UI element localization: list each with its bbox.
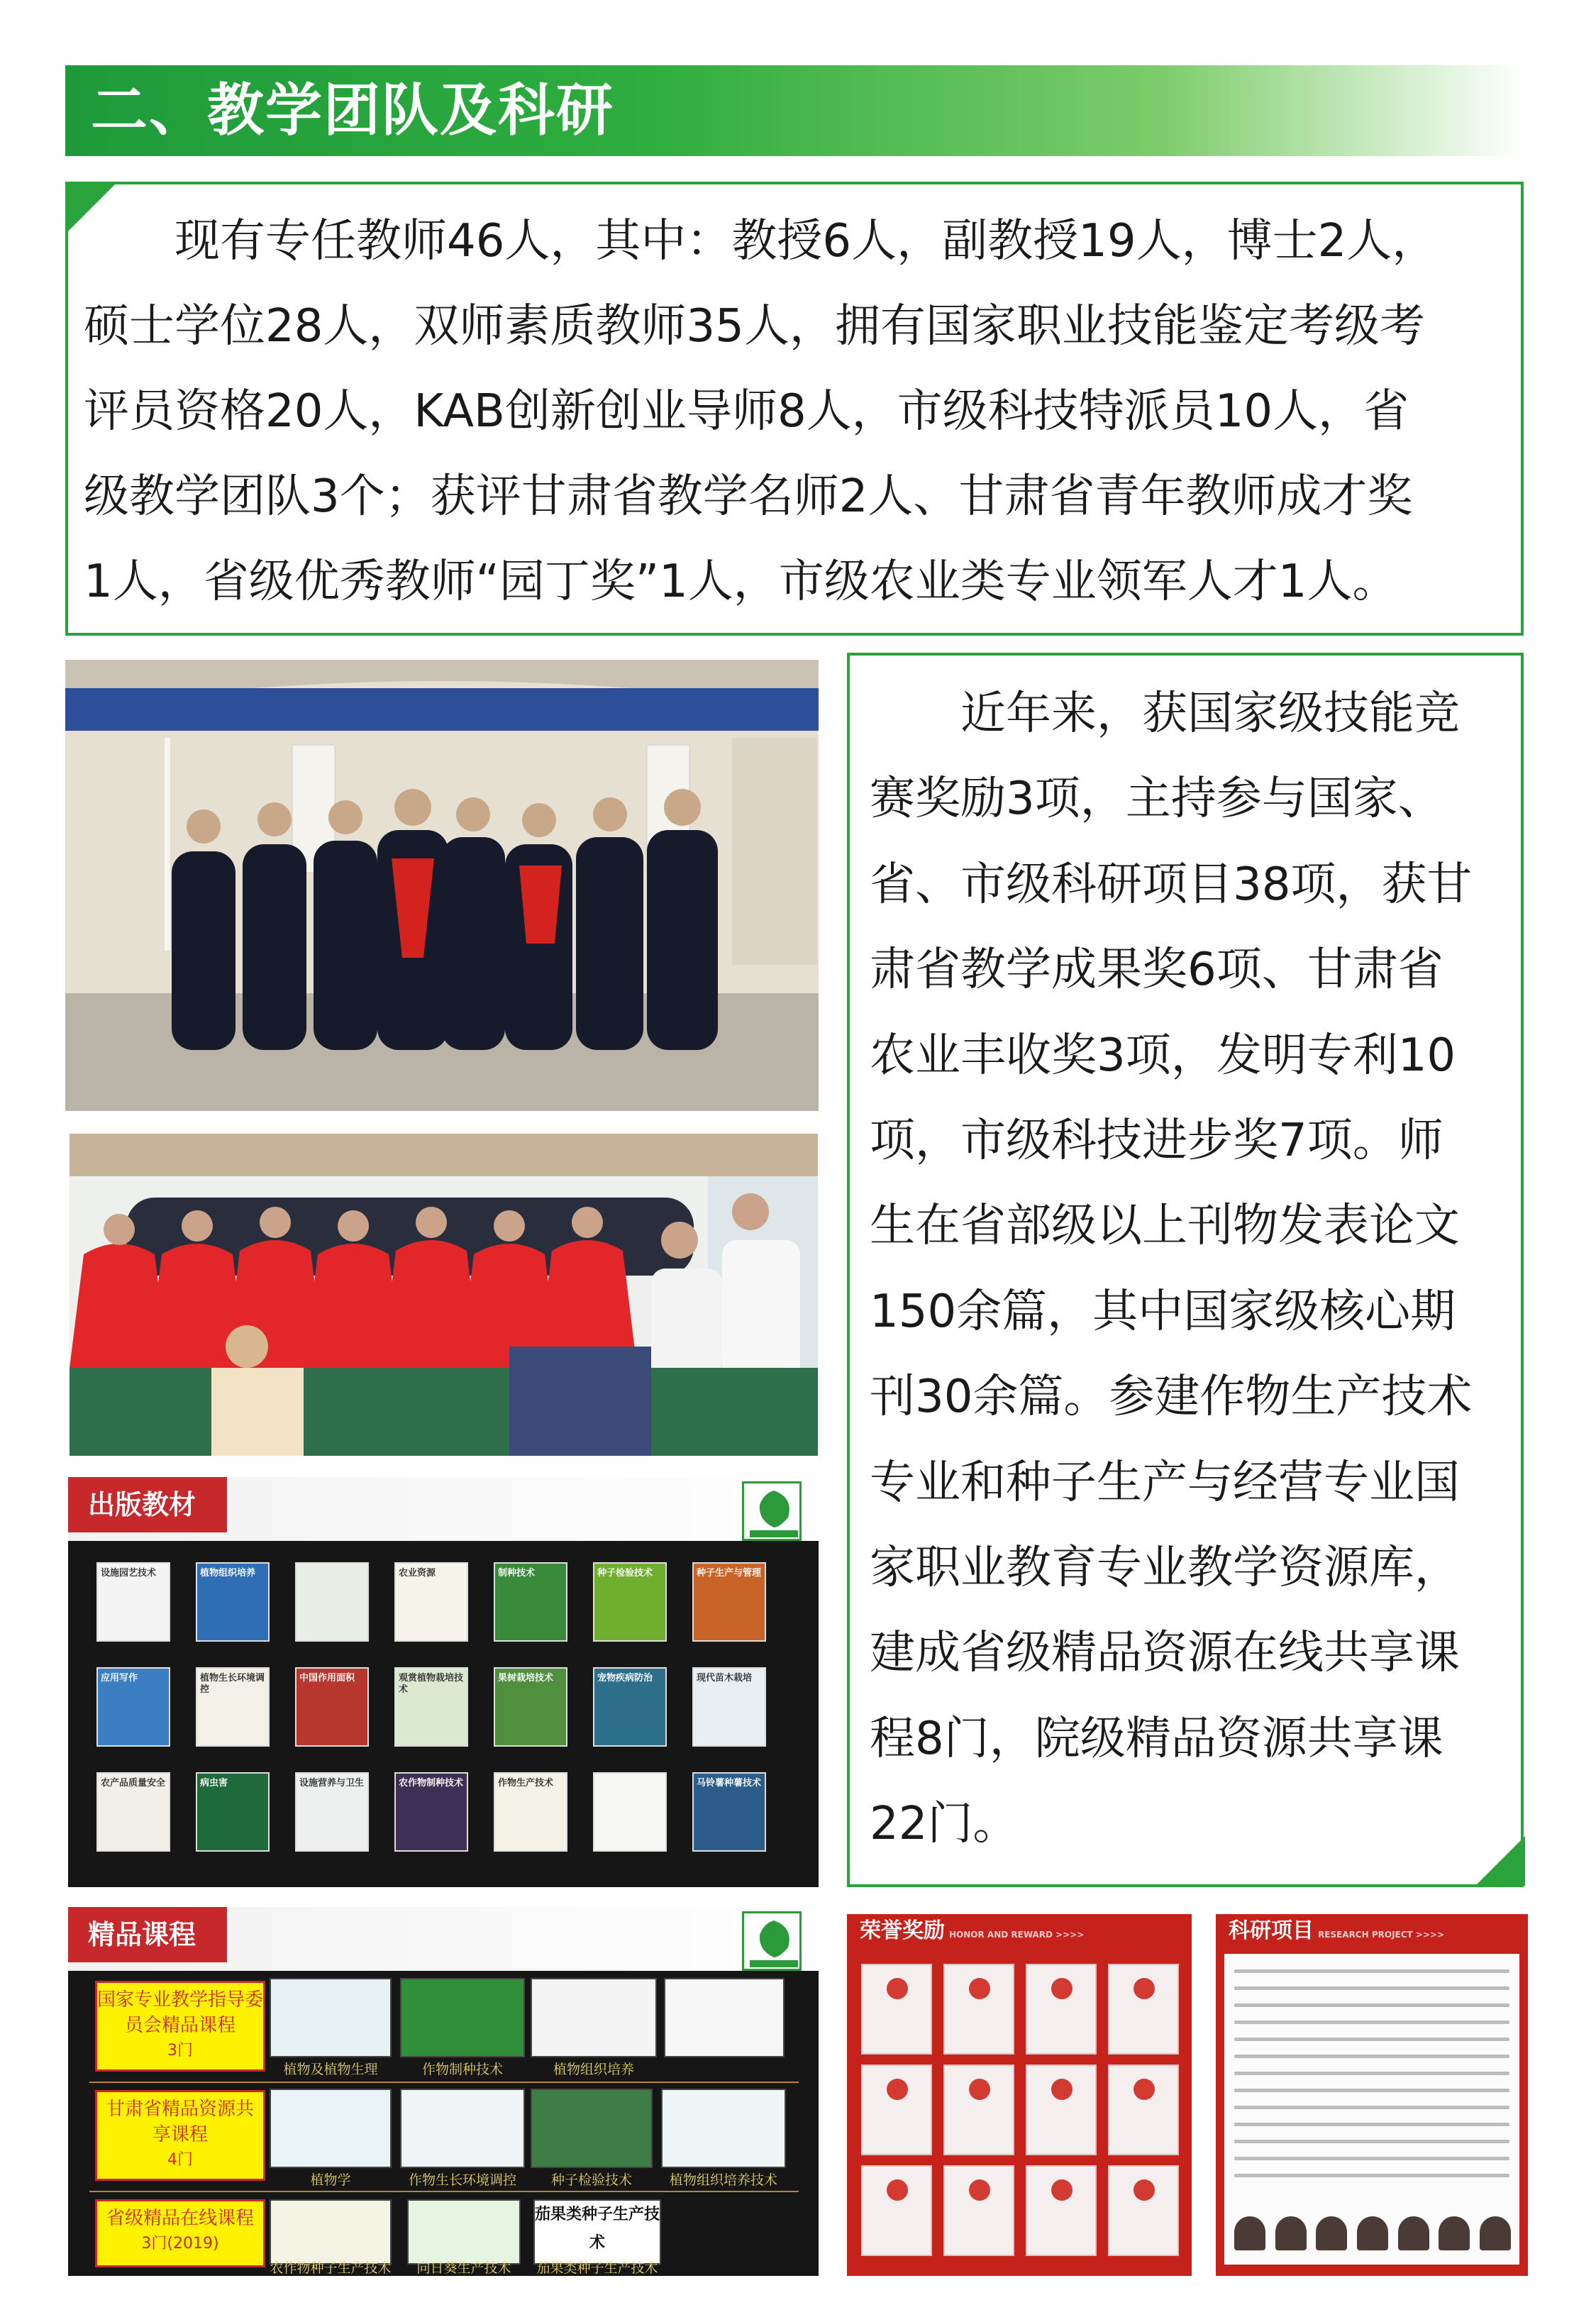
book-cover <box>394 1772 468 1852</box>
certificate <box>943 2165 1014 2256</box>
book-cover <box>494 1772 567 1852</box>
book-title <box>297 1564 367 1595</box>
course-thumb <box>531 1978 657 2057</box>
honor-board-header <box>847 1914 1084 1948</box>
book-cover <box>196 1562 270 1642</box>
faculty-group-photo <box>65 660 819 1111</box>
course-label: 种子检验技术 <box>550 2172 632 2188</box>
intro-line: 现有专任教师46人，其中：教授6人，副教授19人，博士2人， <box>84 215 1438 267</box>
book-title: 现代苗木栽培 <box>697 1673 753 1684</box>
avatar <box>1439 2216 1470 2250</box>
book-cover <box>593 1772 667 1852</box>
certificate <box>943 2064 1014 2155</box>
research-line: 近年来，获国家级技能竞 <box>870 687 1460 740</box>
leaf-logo-icon <box>744 1913 804 1973</box>
book-cover <box>494 1667 567 1747</box>
course-category-province <box>95 2090 265 2181</box>
seal-icon <box>1051 2179 1073 2201</box>
category-count: 3门 <box>167 2042 193 2060</box>
research-board-subtitle: RESEARCH PROJECT >>>> <box>1318 1930 1445 1940</box>
book-title: 作物生产技术 <box>498 1778 554 1789</box>
course-label: 作物生长环境调控 <box>408 2172 516 2188</box>
research-board-title: 科研项目 <box>1229 1918 1314 1943</box>
research-line: 省、市级科研项目38项，获甘 <box>870 858 1473 911</box>
seal-icon <box>969 2179 990 2201</box>
certificate <box>861 2165 932 2256</box>
book-cover <box>494 1562 567 1642</box>
honor-board-title: 荣誉奖励 <box>860 1918 945 1943</box>
row-divider <box>89 2191 799 2192</box>
book-title: 农作物制种技术 <box>399 1778 464 1789</box>
course-label: 向日葵生产技术 <box>416 2260 511 2276</box>
book-cover <box>692 1562 766 1642</box>
book-title: 种子生产与管理 <box>697 1568 762 1579</box>
book-title: 病虫害 <box>200 1778 228 1789</box>
book-cover <box>593 1667 667 1747</box>
research-line: 150余篇，其中国家级核心期 <box>870 1285 1456 1338</box>
research-line: 程8门，院级精品资源共享课 <box>870 1712 1443 1765</box>
certificate <box>1026 2064 1097 2155</box>
project-list-panel <box>1224 1954 1519 2265</box>
certificate <box>1026 2165 1097 2256</box>
row-divider <box>89 2082 799 2083</box>
course-label: 茄果类种子生产技术 <box>536 2260 658 2276</box>
seal-icon <box>969 1978 990 1999</box>
avatar <box>1480 2216 1511 2250</box>
textbooks-panel <box>68 1477 819 1887</box>
course-label: 植物及植物生理 <box>283 2062 378 2077</box>
course-thumb <box>407 2199 521 2265</box>
category-count: 4门 <box>167 2151 193 2169</box>
honor-board-photo <box>847 1914 1192 2276</box>
research-line: 生在省部级以上刊物发表论文 <box>870 1200 1460 1253</box>
seal-icon <box>1051 2079 1073 2100</box>
course-thumb <box>270 1978 392 2057</box>
intro-line: 评员资格20人，KAB创新创业导师8人，市级科技特派员10人，省 <box>84 385 1409 438</box>
college-logo <box>742 1481 802 1541</box>
honor-board-subtitle: HONOR AND REWARD >>>> <box>949 1930 1085 1940</box>
certificate <box>943 1964 1014 2055</box>
book-title: 种子检验技术 <box>597 1568 653 1579</box>
book-title: 设施园艺技术 <box>101 1568 157 1579</box>
book-cover <box>295 1562 369 1642</box>
research-line: 专业和种子生产与经营专业国 <box>870 1456 1460 1509</box>
book-title: 果树栽培技术 <box>498 1673 554 1684</box>
research-board-header <box>1216 1914 1444 1948</box>
course-label: 农作物种子生产技术 <box>270 2260 392 2276</box>
category-line: 省级精品在线课程 <box>106 2208 254 2229</box>
book-cover <box>593 1562 667 1642</box>
course-thumb <box>531 2089 653 2168</box>
courses-tag: 精品课程 <box>68 1907 227 1962</box>
book-cover <box>196 1772 270 1852</box>
seal-icon <box>887 1978 908 1999</box>
intro-line: 级教学团队3个；获评甘肃省教学名师2人、甘肃省青年教师成才奖 <box>84 470 1413 523</box>
research-line: 赛奖励3项，主持参与国家、 <box>870 773 1443 826</box>
researcher-avatars <box>1234 2216 1511 2259</box>
book-title: 农业资源 <box>399 1568 436 1579</box>
leaf-logo-icon <box>744 1483 804 1543</box>
book-cover <box>295 1667 369 1747</box>
seal-icon <box>1134 2079 1155 2100</box>
course-label: 植物学 <box>310 2172 351 2188</box>
book-cover <box>394 1562 468 1642</box>
category-line: 员会精品课程 <box>124 2015 235 2036</box>
book-cover <box>96 1667 170 1747</box>
seal-icon <box>887 2179 908 2201</box>
book-title: 植物生长环境调控 <box>200 1673 265 1695</box>
seal-icon <box>1134 2179 1155 2201</box>
book-cover <box>96 1562 170 1642</box>
book-cover <box>96 1772 170 1852</box>
college-logo <box>742 1911 802 1971</box>
book-title: 宠物疾病防治 <box>597 1673 653 1684</box>
book-cover <box>394 1667 468 1747</box>
courses-panel <box>68 1907 819 2276</box>
research-line: 建成省级精品资源在线共享课 <box>870 1627 1460 1680</box>
category-line: 国家专业教学指导委 <box>97 1989 264 2011</box>
book-cover <box>196 1667 270 1747</box>
category-line: 甘肃省精品资源共 <box>106 2099 254 2120</box>
book-cover <box>692 1772 766 1852</box>
course-thumb-title: 茄果类种子生产技术 <box>533 2199 661 2265</box>
section-title: 二、教学团队及科研 <box>91 77 614 143</box>
certificate <box>1108 1964 1179 2055</box>
project-list <box>1234 1969 1509 2191</box>
course-thumb <box>400 2089 525 2168</box>
avatar <box>1234 2216 1265 2250</box>
research-paragraph <box>870 671 1522 1867</box>
course-category-online <box>95 2199 265 2267</box>
course-label: 植物组织培养技术 <box>669 2172 777 2188</box>
seal-icon <box>887 2079 908 2100</box>
book-title: 观赏植物栽培技术 <box>399 1673 464 1695</box>
course-thumb <box>661 2089 786 2168</box>
intro-line: 硕士学位28人，双师素质教师35人，拥有国家职业技能鉴定考级考 <box>84 300 1425 353</box>
certificate <box>861 1964 932 2055</box>
category-line: 享课程 <box>152 2124 208 2145</box>
course-thumb <box>664 1978 785 2057</box>
course-thumb <box>270 2089 392 2168</box>
certificate <box>1026 1964 1097 2055</box>
intro-line: 1人，省级优秀教师“园丁奖”1人，市级农业类专业领军人才1人。 <box>84 555 1398 608</box>
book-cover <box>692 1667 766 1747</box>
research-line: 项，市级科技进步奖7项。师 <box>870 1114 1443 1167</box>
research-board-photo <box>1216 1914 1528 2276</box>
book-title: 设施营养与卫生 <box>299 1778 365 1789</box>
avatar <box>1357 2216 1388 2250</box>
research-line: 刊30余篇。参建作物生产技术 <box>870 1371 1473 1424</box>
seal-icon <box>969 2079 990 2100</box>
course-thumb <box>400 1978 525 2057</box>
choir-group-photo <box>70 1134 818 1456</box>
book-title: 制种技术 <box>498 1568 536 1579</box>
category-count: 3门(2019) <box>141 2235 219 2253</box>
research-line: 家职业教育专业教学资源库， <box>870 1541 1460 1594</box>
course-category-national <box>95 1981 265 2072</box>
course-label: 植物组织培养 <box>553 2062 634 2077</box>
book-title <box>594 1774 665 1805</box>
seal-icon <box>1134 1978 1155 1999</box>
research-line: 肃省教学成果奖6项、甘肃省 <box>870 944 1443 997</box>
research-line: 22门。 <box>870 1798 1019 1851</box>
course-label: 作物制种技术 <box>421 2062 503 2077</box>
book-cover <box>295 1772 369 1852</box>
certificate <box>1108 2064 1179 2155</box>
avatar <box>1398 2216 1429 2250</box>
book-title: 中国作用面积 <box>299 1673 355 1684</box>
seal-icon <box>1051 1978 1073 1999</box>
intro-paragraph <box>84 199 1545 624</box>
book-title: 应用写作 <box>101 1673 138 1684</box>
textbooks-tag: 出版教材 <box>68 1477 227 1532</box>
certificate <box>861 2064 932 2155</box>
book-title: 农产品质量安全 <box>101 1778 166 1789</box>
certificate <box>1108 2165 1179 2256</box>
avatar <box>1275 2216 1307 2250</box>
avatar <box>1316 2216 1347 2250</box>
book-title: 植物组织培养 <box>200 1568 256 1579</box>
course-thumb <box>270 2199 392 2265</box>
book-title: 马铃薯种薯技术 <box>697 1778 762 1789</box>
research-line: 农业丰收奖3项，发明专利10 <box>870 1029 1456 1082</box>
